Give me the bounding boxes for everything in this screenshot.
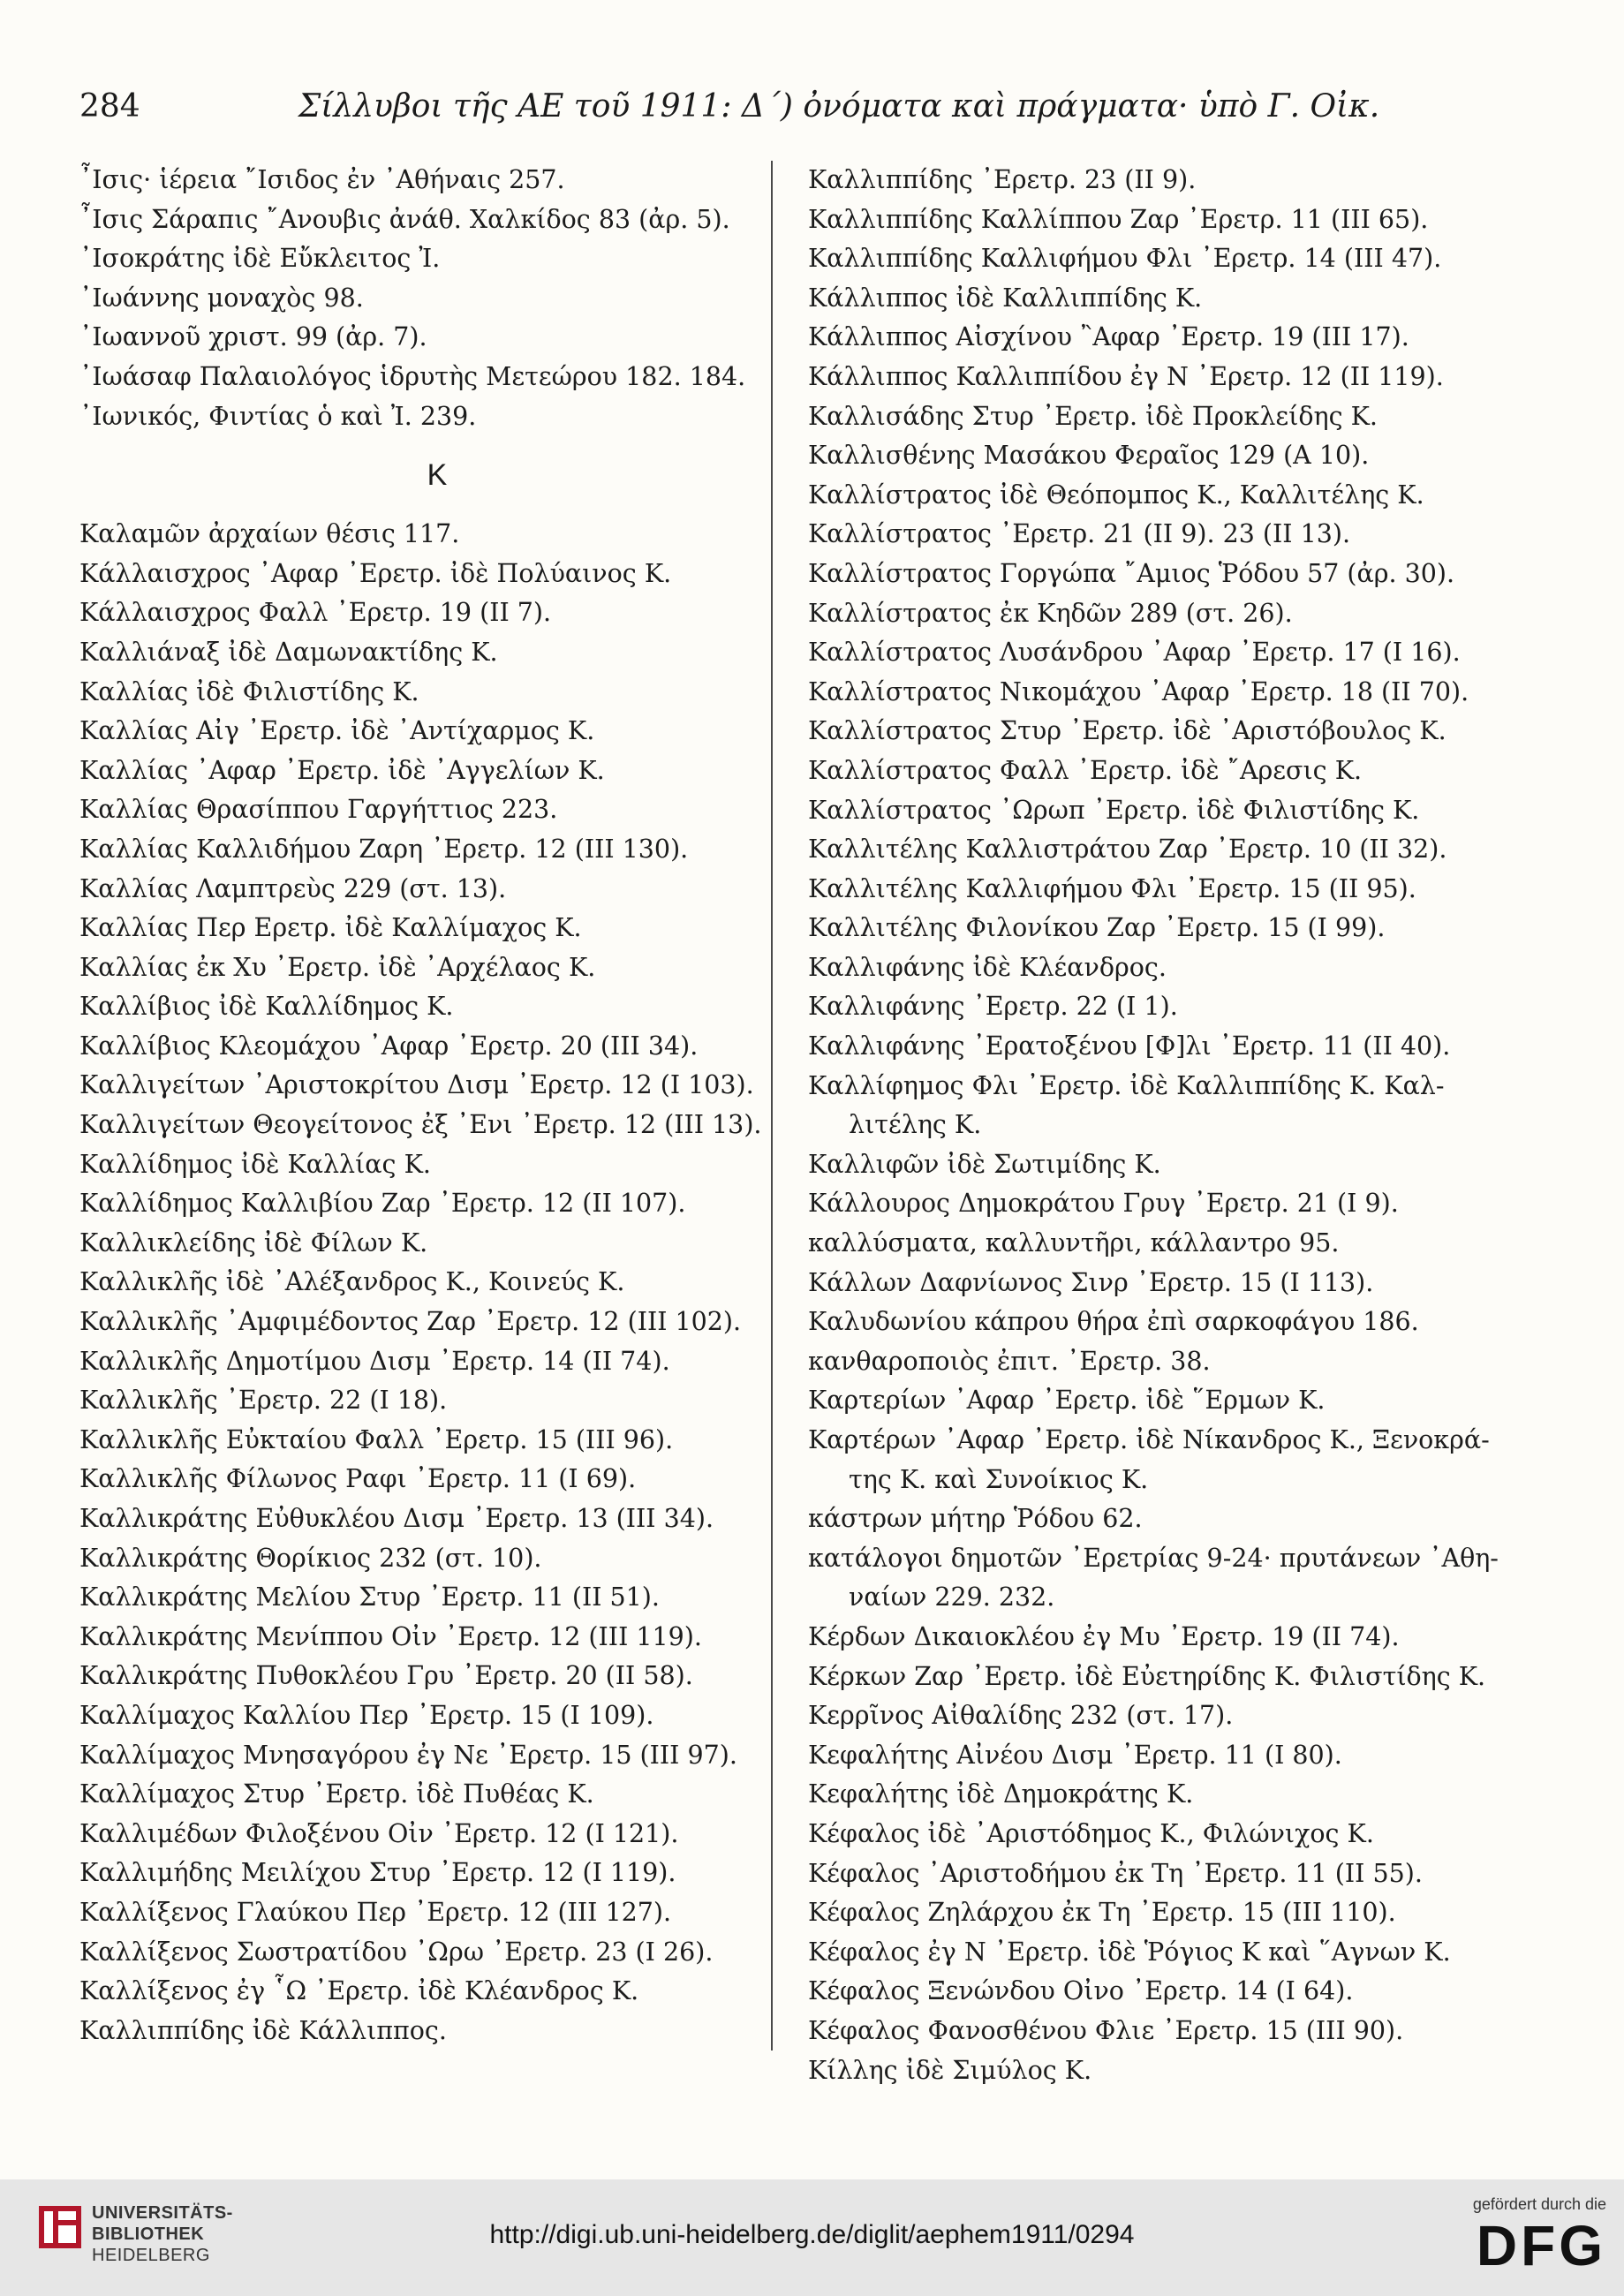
- index-entry: Καλλιππίδης ᾿Ερετρ. 23 (II 9).: [808, 165, 1197, 194]
- index-entry: Καλλίφημος Φλι ᾿Ερετρ. ἰδὲ Καλλιππίδης Κ. Καλ-: [808, 1070, 1445, 1100]
- index-entry: ᾿Ιωάσαφ Παλαιολόγος ἱδρυτὴς Μετεώρου 182. 184.: [79, 361, 746, 391]
- index-entry: Καλλίας ἐκ Χυ ᾿Ερετρ. ἰδὲ ᾿Αρχέλαος Κ.: [79, 952, 596, 982]
- index-entry: Καλλιάναξ ἰδὲ Δαμωνακτίδης Κ.: [79, 637, 498, 667]
- index-entry: Καλλισθένης Μασάκου Φεραῖος 129 (Α 10).: [808, 441, 1370, 471]
- index-entry: κάστρων μήτηρ Ῥόδου 62.: [808, 1504, 1143, 1534]
- index-entry: Κέφαλος ἐγ Ν ᾿Ερετρ. ἰδὲ Ῥόγιος Κ καὶ ῞Αγνων Κ.: [808, 1937, 1451, 1967]
- index-entry: Καλλίμαχος Μνησαγόρου ἐγ Νε ᾿Ερετρ. 15 (III 97).: [79, 1740, 737, 1770]
- index-entry: ῏Ισις· ἱέρεια ῎Ισιδος ἐν ᾿Αθήναις 257.: [79, 165, 565, 194]
- page-number: 284: [79, 88, 140, 125]
- index-entry: Κάλλιππος Αἰσχίνου ῍Αφαρ ᾿Ερετρ. 19 (III 17).: [808, 322, 1409, 352]
- index-entry: ᾿Ιωνικός, Φιντίας ὁ καὶ Ἰ. 239.: [79, 401, 477, 431]
- index-entry: Καλλιγείτων Θεογείτονος ἐξ ᾿Ενι ᾿Ερετρ. 12 (III 13).: [79, 1110, 762, 1140]
- index-entry: Καλλίας Θρασίππου Γαργήττιος 223.: [79, 795, 558, 825]
- index-entry: Καλλιφῶν ἰδὲ Σωτιμίδης Κ.: [808, 1149, 1161, 1179]
- index-entry: Καλλιφάνης ᾿Ερετρ. 22 (I 1).: [808, 992, 1178, 1022]
- index-entry: Κίλλης ἰδὲ Σιμύλος Κ.: [808, 2055, 1092, 2085]
- index-entry: Κάλλων Δαφνίωνος Σινρ ᾿Ερετρ. 15 (I 113).: [808, 1267, 1374, 1297]
- index-entry: Καλλίμαχος Καλλίου Περ ᾿Ερετρ. 15 (I 109).: [79, 1700, 654, 1730]
- viewer-footer: [0, 2179, 1624, 2296]
- index-entry: Καλλικράτης Θορίκιος 232 (στ. 10).: [79, 1543, 542, 1573]
- index-entry: ᾿Ιωάννης μοναχὸς 98.: [79, 283, 364, 313]
- index-entry: Καλλίας Περ Ερετρ. ἰδὲ Καλλίμαχος Κ.: [79, 913, 582, 943]
- index-entry: Καλλικλῆς ᾿Αμφιμέδοντος Ζαρ ᾿Ερετρ. 12 (III 102).: [79, 1307, 742, 1337]
- index-entry: Κεφαλήτης Αἰνέου Δισμ ᾿Ερετρ. 11 (I 80).: [808, 1740, 1342, 1770]
- index-entry: Καλλίμαχος Στυρ ᾿Ερετρ. ἰδὲ Πυθέας Κ.: [79, 1779, 594, 1809]
- index-entry: Καλλίβιος ἰδὲ Καλλίδημος Κ.: [79, 992, 454, 1022]
- index-entry: Καλλίας Λαμπτρεὺς 229 (στ. 13).: [79, 873, 507, 903]
- index-entry: Καλλικλῆς ᾿Ερετρ. 22 (I 18).: [79, 1386, 448, 1416]
- index-entry: Καλλικράτης Εὐθυκλέου Δισμ ᾿Ερετρ. 13 (III 34).: [79, 1504, 714, 1533]
- sponsor-block: [1439, 2195, 1606, 2277]
- index-entry: Καλλιτέλης Φιλονίκου Ζαρ ᾿Ερετρ. 15 (I 99).: [808, 913, 1386, 943]
- index-entry: Καλλίστρατος Γοργώπα ῎Αμιος Ῥόδου 57 (ἀρ. 30).: [808, 558, 1455, 588]
- index-entry: ᾿Ισοκράτης ἰδὲ Εὔκλειτος Ἰ.: [79, 244, 441, 274]
- index-entry: Καλλίας Καλλιδήμου Ζαρη ᾿Ερετρ. 12 (III 130).: [79, 834, 689, 864]
- permalink-url[interactable]: http://digi.ub.uni-heidelberg.de/diglit/aephem1911/0294: [489, 2220, 1135, 2249]
- index-entry: Καλλίξενος Γλαύκου Περ ᾿Ερετρ. 12 (III 127).: [79, 1897, 672, 1927]
- index-entry: Καλλιππίδης Καλλίππου Ζαρ ᾿Ερετρ. 11 (III 65).: [808, 204, 1429, 234]
- index-entry: της Κ. καὶ Συνοίκιος Κ.: [849, 1464, 1149, 1494]
- section-letter: Κ: [427, 458, 448, 493]
- index-column-left: [79, 161, 795, 2051]
- index-entry: Καλλιτέλης Καλλιστράτου Ζαρ ᾿Ερετρ. 10 (II 32).: [808, 835, 1447, 865]
- index-entry: Καλλιππίδης ἰδὲ Κάλλιππος.: [79, 2015, 447, 2045]
- index-entry: Κεφαλήτης ἰδὲ Δημοκράτης Κ.: [808, 1779, 1194, 1809]
- index-entry: Καλλίστρατος Νικομάχου ᾿Αφαρ ᾿Ερετρ. 18 (II 70).: [808, 676, 1469, 706]
- running-title: Σίλλυβοι τῆς ΑΕ τοῦ 1911: Δ΄) ὀνόματα καὶ πράγματα· ὑπὸ Γ. Οἰκ.: [298, 88, 1380, 125]
- index-entry: Καλαμῶν ἀρχαίων θέσις 117.: [79, 519, 460, 549]
- index-entry: Καλλίστρατος Λυσάνδρου ᾿Αφαρ ᾿Ερετρ. 17 (I 16).: [808, 638, 1461, 668]
- index-entry: Καλλιφάνης ἰδὲ Κλέανδρος.: [808, 952, 1167, 982]
- index-entry: Κάλλιππος ἰδὲ Καλλιππίδης Κ.: [808, 283, 1203, 313]
- index-entry: κανθαροποιὸς ἐπιτ. ᾿Ερετρ. 38.: [808, 1346, 1211, 1376]
- index-entry: Καλλικλῆς Εὐκταίου Φαλλ ᾿Ερετρ. 15 (III 96).: [79, 1424, 674, 1454]
- index-entry: ναίων 229. 232.: [849, 1582, 1055, 1612]
- index-entry: Καλυδωνίου κάπρου θήρα ἐπὶ σαρκοφάγου 186.: [808, 1307, 1419, 1337]
- index-entry: Κέφαλος ἰδὲ ᾿Αριστόδημος Κ., Φιλώνιχος Κ.: [808, 1818, 1374, 1848]
- index-entry: Καλλισάδης Στυρ ᾿Ερετρ. ἰδὲ Προκλείδης Κ.: [808, 401, 1378, 431]
- index-entry: Καλλιφάνης ᾿Ερατοξένου [Φ]λι ᾿Ερετρ. 11 (II 40).: [808, 1031, 1451, 1061]
- index-entry: Κάλλουρος Δημοκράτου Γρυγ ᾿Ερετρ. 21 (I 9).: [808, 1189, 1399, 1219]
- index-entry: Καλλιππίδης Καλλιφήμου Φλι ᾿Ερετρ. 14 (III 47).: [808, 244, 1442, 274]
- index-entry: Καλλίξενος Σωστρατίδου ᾿Ωρω ᾿Ερετρ. 23 (I 26).: [79, 1937, 714, 1967]
- index-entry: Κέφαλος Φανοσθένου Φλιε ᾿Ερετρ. 15 (III 90).: [808, 2015, 1404, 2045]
- index-entry: Καρτέρων ᾿Αφαρ ᾿Ερετρ. ἰδὲ Νίκανδρος Κ., Ξενοκρά-: [808, 1425, 1490, 1454]
- index-entry: Καλλίστρατος Φαλλ ᾿Ερετρ. ἰδὲ ῎Αρεσις Κ.: [808, 755, 1363, 785]
- index-entry: Καλλικλείδης ἰδὲ Φίλων Κ.: [79, 1227, 428, 1258]
- dfg-logo: DFG: [1476, 2214, 1606, 2277]
- index-entry: Καρτερίων ᾿Αφαρ ᾿Ερετρ. ἰδὲ ῞Ερμων Κ.: [808, 1386, 1326, 1416]
- index-entry: Καλλίδημος Καλλιβίου Ζαρ ᾿Ερετρ. 12 (II 107).: [79, 1189, 686, 1219]
- index-entry: ῏Ισις Σάραπις ῎Ανουβις ἀνάθ. Χαλκίδος 83 (ἀρ. 5).: [79, 204, 730, 234]
- index-entry: Κέρδων Δικαιοκλέου ἐγ Μυ ᾿Ερετρ. 19 (II 74).: [808, 1621, 1400, 1651]
- index-entry: Καλλίστρατος Στυρ ᾿Ερετρ. ἰδὲ ᾿Αριστόβουλος Κ.: [808, 716, 1446, 746]
- index-entry: Καλλικράτης Μελίου Στυρ ᾿Ερετρ. 11 (II 51).: [79, 1582, 660, 1612]
- index-entry: Καλλίας ᾿Αφαρ ᾿Ερετρ. ἰδὲ ᾿Αγγελίων Κ.: [79, 755, 605, 785]
- index-column-right: [808, 161, 1523, 2090]
- index-entry: Κέρκων Ζαρ ᾿Ερετρ. ἰδὲ Εὐετηρίδης Κ. Φιλιστίδης Κ.: [808, 1661, 1486, 1691]
- index-entry: καλλύσματα, καλλυντῆρι, κάλλαντρο 95.: [808, 1228, 1340, 1258]
- index-entry: Καλλίξενος ἐγ ῟Ω ᾿Ερετρ. ἰδὲ Κλέανδρος Κ.: [79, 1976, 639, 2006]
- index-entry: Κερρῖνος Αἰθαλίδης 232 (στ. 17).: [808, 1701, 1234, 1731]
- index-entry: Κάλλιππος Καλλιππίδου ἐγ Ν ᾿Ερετρ. 12 (II 119).: [808, 361, 1444, 391]
- index-entry: Καλλίας ἰδὲ Φιλιστίδης Κ.: [79, 676, 419, 706]
- index-entry: Καλλίστρατος ἰδὲ Θεόπομπος Κ., Καλλιτέλης Κ.: [808, 480, 1424, 510]
- index-entry: Καλλίστρατος ᾿Ερετρ. 21 (II 9). 23 (II 13).: [808, 519, 1351, 549]
- index-entry: Καλλίας Αἰγ ᾿Ερετρ. ἰδὲ ᾿Αντίχαρμος Κ.: [79, 716, 595, 746]
- index-entry: Καλλίδημος ἰδὲ Καλλίας Κ.: [79, 1149, 431, 1179]
- index-entry: λιτέλης Κ.: [849, 1110, 982, 1140]
- index-entry: Καλλιγείτων ᾿Αριστοκρίτου Δισμ ᾿Ερετρ. 12 (I 103).: [79, 1070, 754, 1100]
- column-divider: [771, 161, 773, 2051]
- running-header: [79, 88, 1545, 141]
- index-entry: Κέφαλος Ξενώνδου Οἰνο ᾿Ερετρ. 14 (I 64).: [808, 1976, 1354, 2006]
- index-entry: Καλλικλῆς ἰδὲ ᾿Αλέξανδρος Κ., Κοινεύς Κ.: [79, 1267, 625, 1297]
- index-entry: Κέφαλος Ζηλάρχου ἐκ Τη ᾿Ερετρ. 15 (III 110).: [808, 1898, 1396, 1928]
- index-entry: Καλλιμήδης Μειλίχου Στυρ ᾿Ερετρ. 12 (I 119).: [79, 1858, 676, 1888]
- index-entry: Καλλικλῆς Δημοτίμου Δισμ ᾿Ερετρ. 14 (II 74).: [79, 1346, 670, 1376]
- index-entry: Κέφαλος ᾿Αριστοδήμου ἐκ Τη ᾿Ερετρ. 11 (II 55).: [808, 1858, 1423, 1888]
- index-entry: Κάλλαισχρος Φαλλ ᾿Ερετρ. 19 (II 7).: [79, 598, 552, 628]
- university-library-name: UNIVERSITÄTS- BIBLIOTHEK HEIDELBERG: [92, 2203, 233, 2265]
- index-entry: κατάλογοι δημοτῶν ᾿Ερετρίας 9-24· πρυτάνεων ᾿Αθη-: [808, 1543, 1499, 1573]
- index-entry: Καλλικράτης Μενίππου Οἰν ᾿Ερετρ. 12 (III 119).: [79, 1621, 702, 1651]
- index-entry: Καλλικράτης Πυθοκλέου Γρυ ᾿Ερετρ. 20 (II 58).: [79, 1661, 693, 1691]
- index-entry: Καλλιμέδων Φιλοξένου Οἰν ᾿Ερετρ. 12 (I 121).: [79, 1818, 679, 1848]
- index-entry: Καλλιτέλης Καλλιφήμου Φλι ᾿Ερετρ. 15 (II 95).: [808, 873, 1416, 903]
- index-entry: Καλλικλῆς Φίλωνος Ραφι ᾿Ερετρ. 11 (I 69).: [79, 1464, 637, 1494]
- index-entry: Καλλίβιος Κλεομάχου ᾿Αφαρ ᾿Ερετρ. 20 (III 34).: [79, 1031, 699, 1061]
- index-entry: ᾿Ιωαννοῦ χριστ. 99 (ἀρ. 7).: [79, 322, 427, 352]
- index-entry: Κάλλαισχρος ᾿Αφαρ ᾿Ερετρ. ἰδὲ Πολύαινος Κ.: [79, 558, 672, 588]
- index-entry: Καλλίστρατος ᾿Ωρωπ ᾿Ερετρ. ἰδὲ Φιλιστίδης Κ.: [808, 795, 1420, 825]
- sponsor-text: gefördert durch die: [1472, 2195, 1606, 2213]
- index-entry: Καλλίστρατος ἐκ Κηδῶν 289 (στ. 26).: [808, 598, 1293, 628]
